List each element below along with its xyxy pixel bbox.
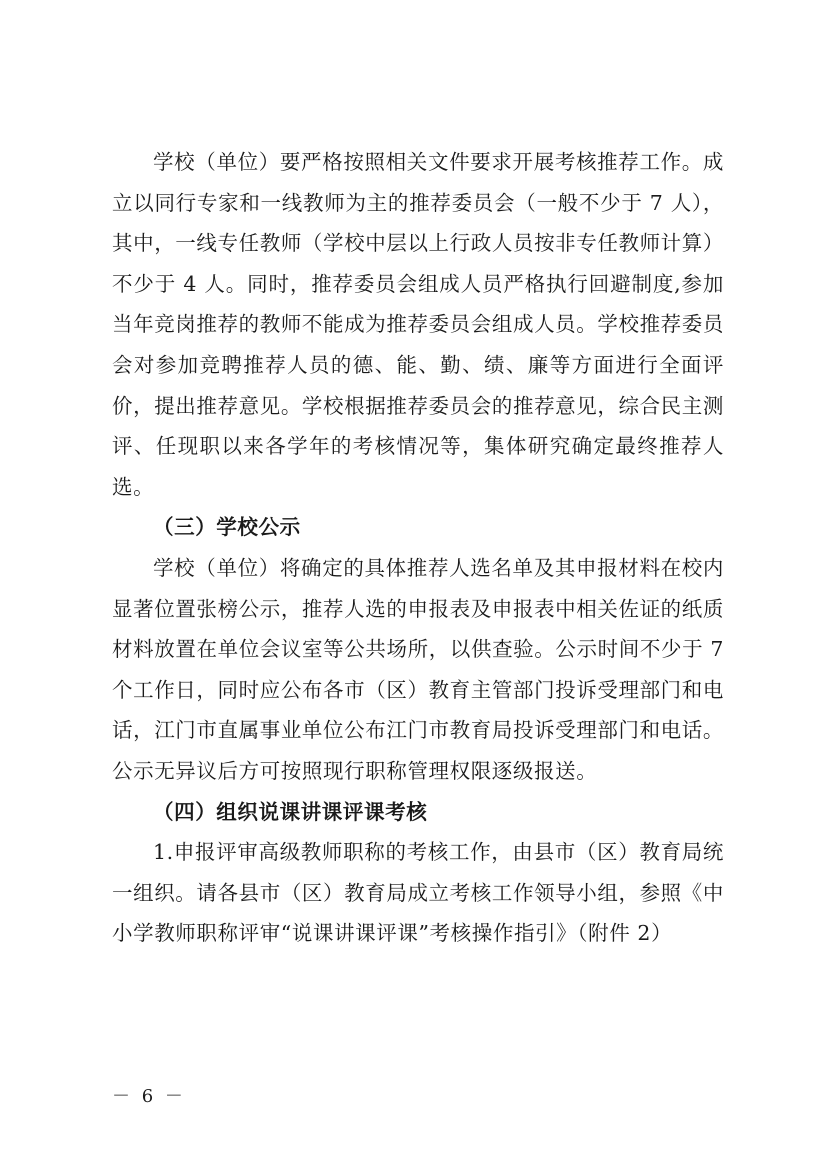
- section-heading-lecture-assessment: （四）组织说课讲课评课考核: [153, 799, 428, 824]
- paragraph-lecture-assessment: 1.申报评审高级教师职称的考核工作，由县市（区）教育局统一组织。请各县市（区）教育局成立考核工作领导小组，参照《中小学教师职称评审“说课讲课评课”考核操作指引》（附件 2）: [112, 840, 724, 946]
- document-body: [112, 142, 724, 954]
- paragraph-recommendation-process: 学校（单位）要严格按照相关文件要求开展考核推荐工作。成立以同行专家和一线教师为主的推荐委员会（一般不少于 7 人），其中，一线专任教师（学校中层以上行政人员按非专任教师计算）不少于 4 人。同时，推荐委员会组成人员严格执行回避制度,参加当年竞岗推荐的教师不能成为推荐委员会组成人员。学校推荐委员会对参加竞聘推荐人员的德、能、勤、绩、廉等方面进行全面评价，提出推荐意见。学校根据推荐委员会的推荐意见，综合民主测评、任现职以来各学年的考核情况等，集体研究确定最终推荐人选。: [112, 150, 724, 499]
- section-heading-school-publicity: （三）学校公示: [153, 515, 301, 540]
- paragraph-school-publicity: 学校（单位）将确定的具体推荐人选名单及其申报材料在校内显著位置张榜公示，推荐人选的申报表及申报表中相关佐证的纸质材料放置在单位会议室等公共场所，以供查验。公示时间不少于 7 个工作日，同时应公布各市（区）教育主管部门投诉受理部门和电话，江门市直属事业单位公布江门市教育局投诉受理部门和电话。公示无异议后方可按照现行职称管理权限逐级报送。: [112, 555, 724, 783]
- page-number: － 6 －: [112, 1086, 186, 1107]
